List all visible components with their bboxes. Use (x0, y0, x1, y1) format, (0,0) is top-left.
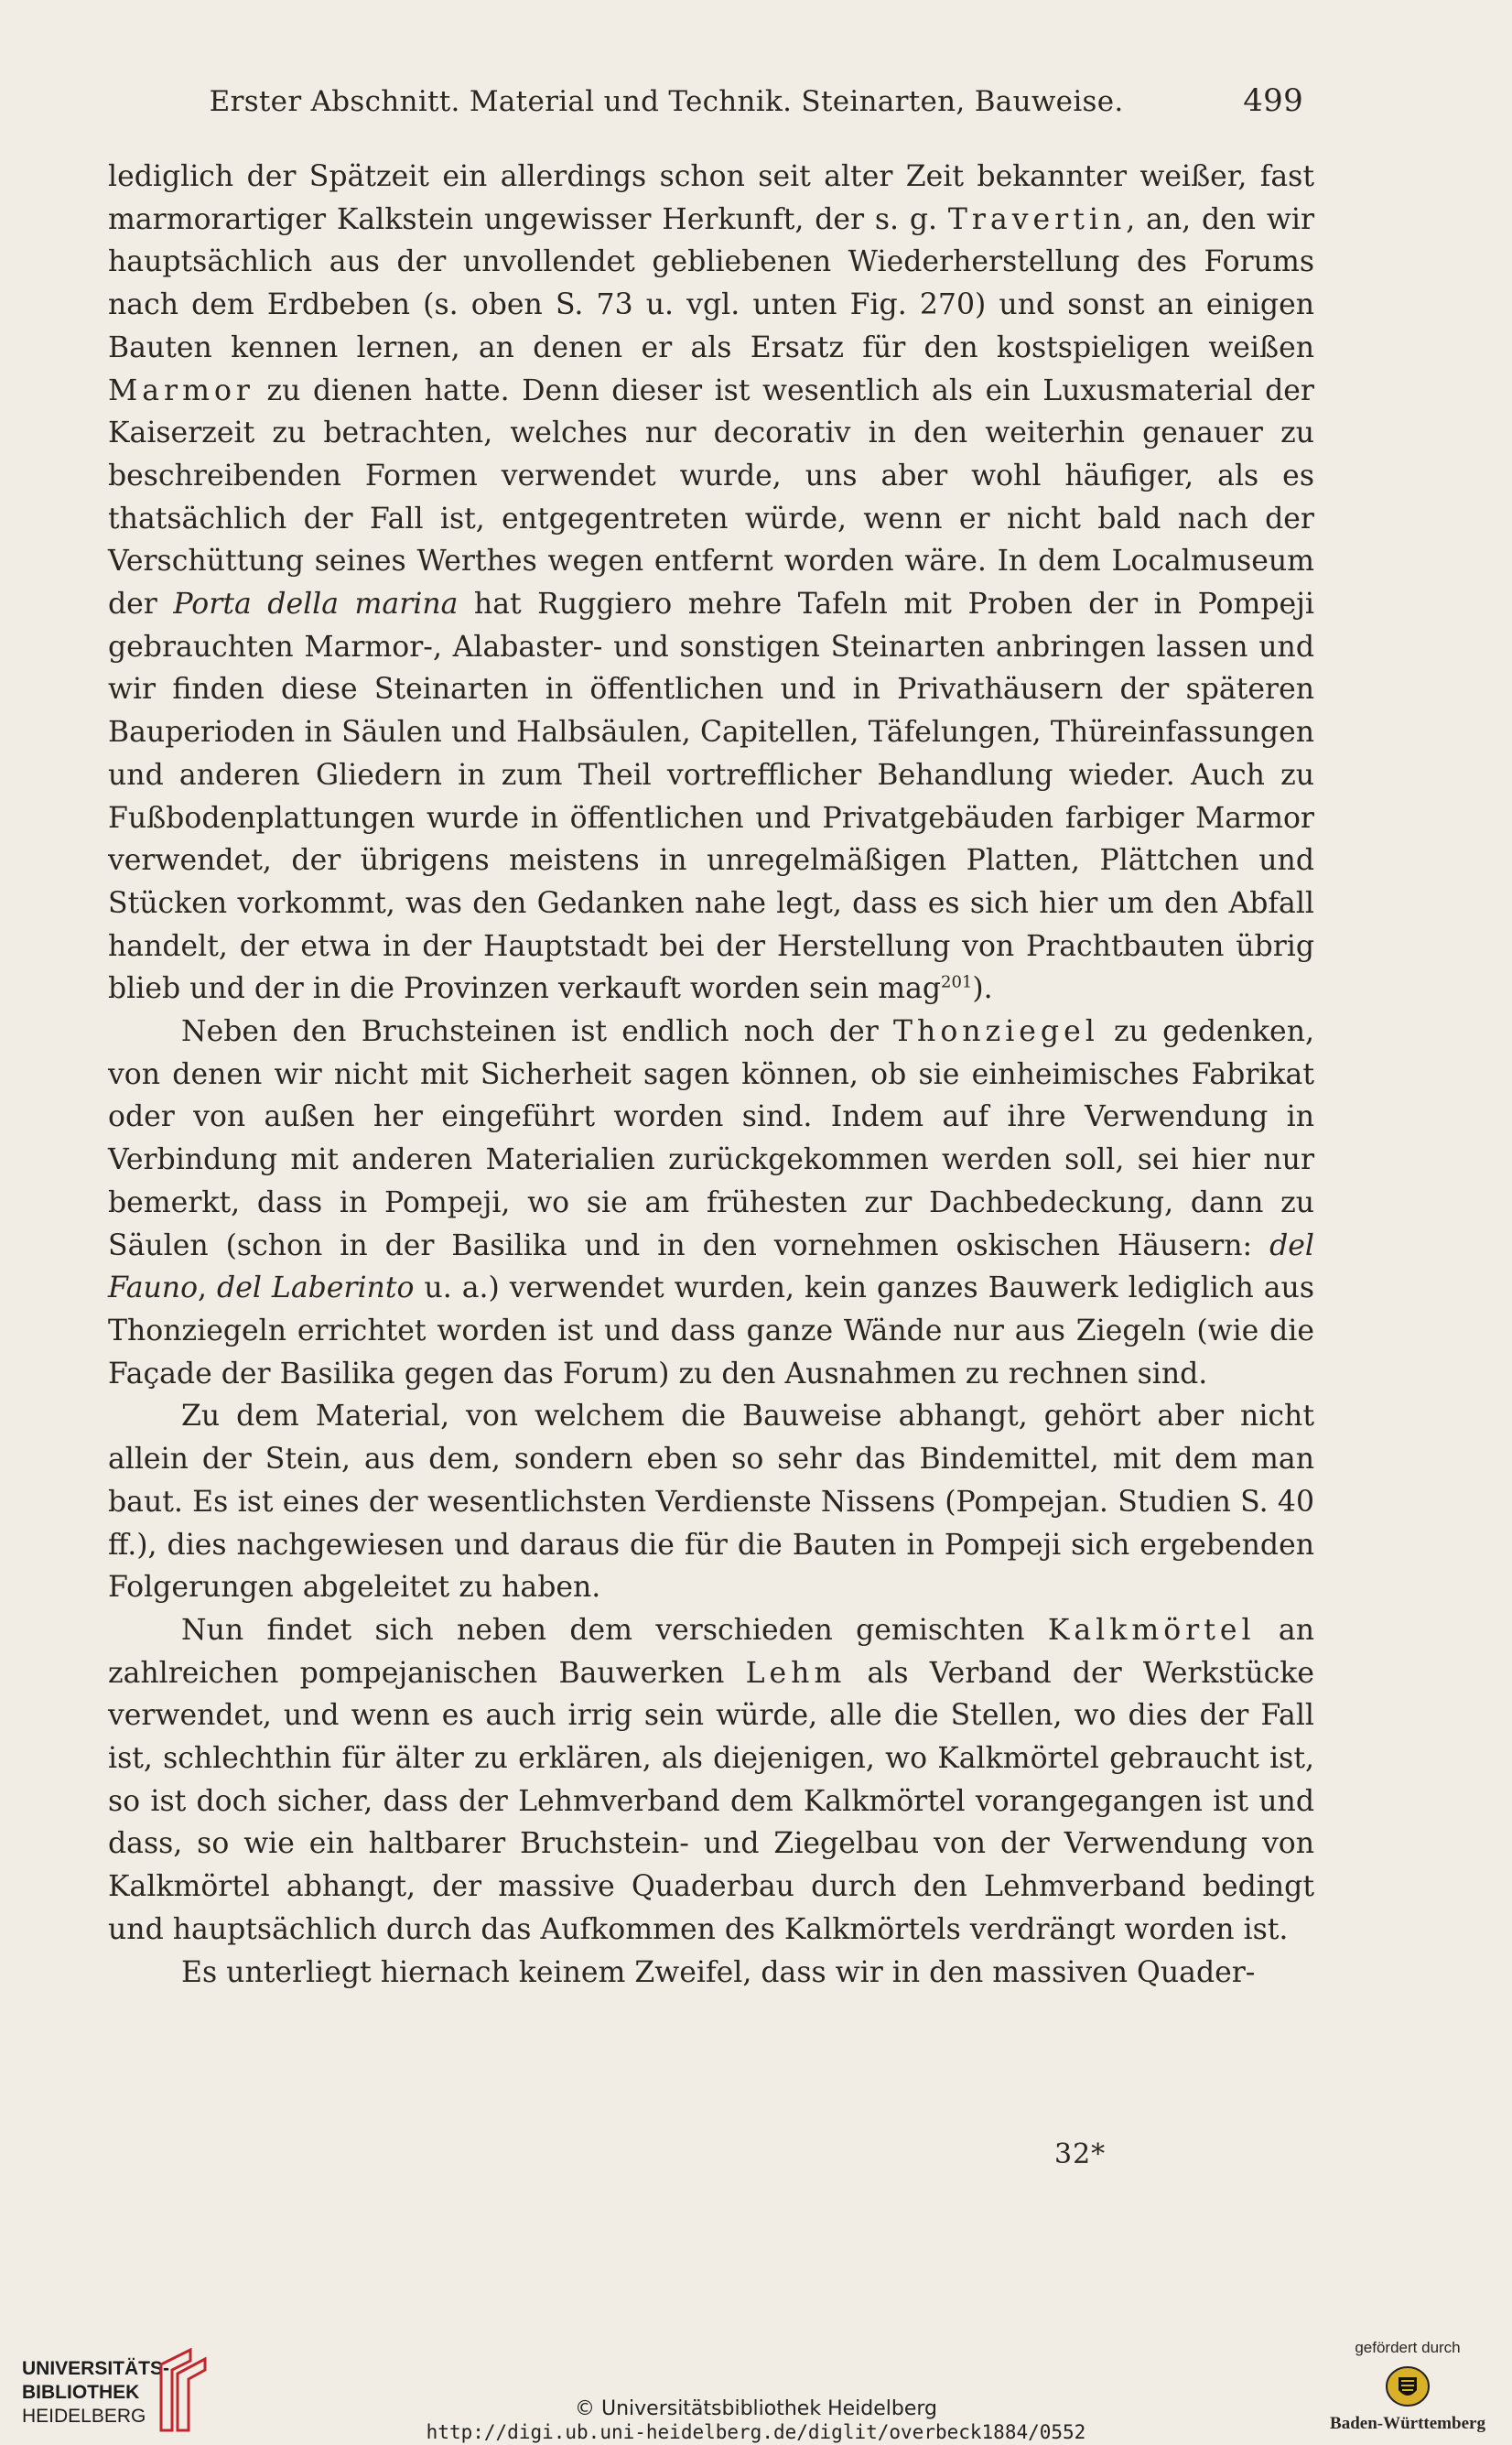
paragraph (108, 156, 1314, 1011)
text-run: zu gedenken, von denen wir nicht mit Sicherheit sagen können, ob sie einheimisches Fabrikat oder von außen her eingeführt worden sind. Indem auf ihre Verwendung in Verbindung mit anderen Materialien zurückgekommen werden soll, sei hier nur bemerkt, dass in Pompeji, wo sie am frühesten zur Dachbedeckung, dann zu Säulen (schon in der Basilika und in den vornehmen oskischen Häusern: (108, 1015, 1314, 1262)
sponsor-label: gefördert durch (1355, 2339, 1461, 2356)
paragraph (108, 1011, 1314, 1395)
library-name-line1: UNIVERSITÄTS- (22, 2358, 170, 2379)
state-crest-icon (1384, 2364, 1431, 2408)
text-run: zu dienen hatte. Denn dieser ist wesentlich als ein Luxusmaterial der Kaiserzeit zu betrachten, welches nur decorativ in den weiterhin genauer zu beschreibenden Formen verwendet wurde, uns aber wohl häufiger, als es thatsächlich der Fall ist, entgegentreten würde, wenn er nicht bald nach der Verschüttung seines Werthes wegen entfernt worden wäre. In dem Localmuseum der (108, 373, 1314, 622)
text-run: als Verband der Werkstücke verwendet, und wenn es auch irrig sein würde, alle die Stellen, wo dies der Fall ist, schlechthin für älter zu erklären, als diejenigen, wo Kalkmörtel gebraucht ist, so ist doch sicher, dass der Lehmverband dem Kalkmörtel vorangegangen ist und dass, so wie ein haltbarer Bruchstein- und Ziegelbau von der Verwendung von Kalkmörtel abhangt, der massive Quaderbau durch den Lehmverband bedingt und hauptsächlich durch das Aufkommen des Kalkmörtels verdrängt worden ist. (108, 1656, 1315, 1946)
text-run: Kalkmörtel (1047, 1613, 1256, 1647)
text-run: an zahlreichen pompejanischen Bauwerken (108, 1613, 1314, 1690)
text-run: , (198, 1271, 218, 1305)
sponsor-name: Baden-Württemberg (1330, 2414, 1485, 2433)
text-run: Thonziegel (893, 1015, 1099, 1049)
paragraph (108, 1952, 1314, 1995)
running-title: Erster Abschnitt. Material und Technik. Steinarten, Bauweise. (209, 85, 1124, 118)
text-run: Es unterliegt hiernach keinem Zweifel, dass wir in den massiven Quader- (181, 1955, 1256, 1989)
text-run: del Laberinto (217, 1271, 415, 1305)
text-run: Neben den Bruchsteinen ist endlich noch der (181, 1015, 894, 1049)
library-name-line3: HEIDELBERG (22, 2406, 146, 2427)
sponsor-block[interactable] (1325, 2339, 1490, 2434)
footer (0, 2339, 1512, 2445)
text-run: hat Ruggiero mehre Tafeln mit Proben der in Pompeji gebrauchten Marmor-, Alabaster- und sonstigen Steinarten anbringen lassen und wir finden diese Steinarten in öffentlichen und in Privathäusern der späteren Bauperioden in Säulen und Halbsäulen, Capitellen, Täfelungen, Thüreinfassungen und anderen Gliedern in zum Theil vortrefflicher Behandlung wieder. Auch zu Fußbodenplattungen wurde in öffentlichen und Privatgebäuden farbiger Marmor verwendet, der übrigens meistens in unregelmäßigen Platten, Plättchen und Stücken vorkommt, was den Gedanken nahe legt, dass es sich hier um den Abfall handelt, der etwa in der Hauptstadt bei der Herstellung von Prachtbauten übrig blieb und der in die Provinzen verkauft worden sein mag (108, 588, 1314, 1006)
text-run: Porta della marina (173, 588, 459, 622)
library-name-line2: BIBLIOTHEK (22, 2382, 140, 2403)
text-run: ). (972, 972, 993, 1006)
body-text (108, 156, 1314, 1994)
text-run: , an, den wir hauptsächlich aus der unvollendet gebliebenen Wiederherstellung des Forums nach dem Erdbeben (s. oben S. 73 u. vgl. unten Fig. 270) und sonst an einigen Bauten kennen lernen, an denen er als Ersatz für den kostspieligen weißen (108, 202, 1314, 364)
text-run: u. a.) verwendet wurden, kein ganzes Bauwerk lediglich aus Thonziegeln errichtet worden ist und dass ganze Wände nur aus Ziegeln (wie die Façade der Basilika gegen das Forum) zu den Ausnahmen zu rechnen sind. (108, 1271, 1314, 1390)
signature-mark: 32* (1054, 2138, 1107, 2170)
footnote-ref: 201 (941, 972, 973, 992)
text-run: Nun findet sich neben dem verschieden gemischten (181, 1613, 1048, 1647)
page-header (117, 82, 1303, 119)
copyright-notice: © Universitätsbibliothek Heidelberg (574, 2397, 937, 2420)
text-run: Marmor (108, 373, 254, 407)
text-run: del Fauno (108, 1228, 1314, 1305)
page-number: 499 (1243, 82, 1303, 119)
text-run: Travertin (947, 202, 1127, 236)
paragraph (108, 1395, 1314, 1609)
text-run: Zu dem Material, von welchem die Bauweise abhangt, gehört aber nicht allein der Stein, aus dem, sondern eben so sehr das Bindemittel, mit dem man baut. Es ist eines der wesentlichsten Verdienste Nissens (Pompejan. Studien S. 40 ff.), dies nachgewiesen und daraus die für die Bauten in Pompeji sich ergebenden Folgerungen abgeleitet zu haben. (108, 1400, 1314, 1605)
text-run: Lehm (745, 1656, 847, 1690)
source-url[interactable]: http://digi.ub.uni-heidelberg.de/diglit/overbeck1884/0552 (426, 2421, 1086, 2443)
text-run: lediglich der Spätzeit ein allerdings schon seit alter Zeit bekannter weißer, fast marmorartiger Kalkstein ungewisser Herkunft, der s. g. (108, 160, 1314, 236)
paragraph (108, 1609, 1314, 1952)
